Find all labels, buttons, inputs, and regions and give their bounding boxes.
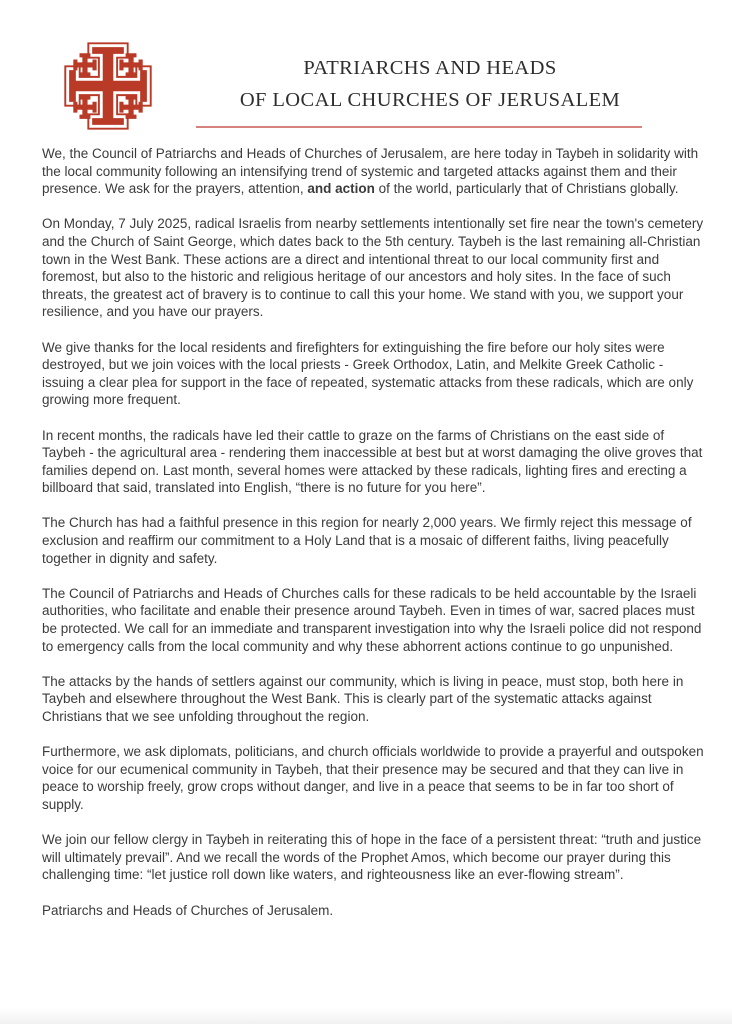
jerusalem-cross-icon: [60, 34, 156, 138]
intro-text-after: of the world, particularly that of Christians globally.: [374, 181, 679, 197]
page-title: [168, 52, 692, 116]
statement-paragraph: [42, 145, 706, 198]
statement-paragraph: We join our fellow clergy in Taybeh in reiterating this of hope in the face of a persistent threat: “truth and justice will ultimately prevail”. And we recall the words of the Prophet Amos, which become our prayer during this challenging time: “let justice roll down like waters, and righteousness like an ever-flowing stream”.: [42, 832, 702, 883]
intro-text-before: We, the Council of Patriarchs and Heads of Churches of Jerusalem, are here today in Taybeh in solidarity with the local community following an intensifying trend of systemic and targeted attacks against them and their presence. We ask for the prayers, attention,: [42, 146, 699, 197]
statement-paragraph: The Church has had a faithful presence in this region for nearly 2,000 years. We firmly reject this message of exclusion and reaffirm our commitment to a Holy Land that is a mosaic of different faiths, living peacefully together in dignity and safety.: [42, 515, 692, 566]
title-divider: [196, 126, 642, 128]
statement-paragraph: The Council of Patriarchs and Heads of Churches calls for these radicals to be held accountable by the Israeli authorities, who facilitate and enable their presence around Taybeh. Even in times of war, sacred places must be protected. We call for an immediate and transparent investigation into why the Israeli police did not respond to emergency calls from the local community and why these abhorrent actions continue to go unpunished.: [42, 585, 702, 654]
statement-paragraph: The attacks by the hands of settlers against our community, which is living in peace, must stop, both here in Taybeh and elsewhere throughout the West Bank. This is clearly part of the systematic attacks against Christians that we see unfolding throughout the region.: [42, 673, 684, 724]
title-line-1: PATRIARCHS AND HEADS: [303, 57, 557, 79]
intro-text-bold: and action: [307, 181, 375, 197]
statement-paragraph: On Monday, 7 July 2025, radical Israelis from nearby settlements intentionally set fire near the town's cemetery and the Church of Saint George, which dates back to the 5th century. Taybeh is the last remaining all-Christian town in the West Bank. These actions are a direct and intentional threat to our local community first and foremost, but also to the historic and religious heritage of our ancestors and holy sites. In the face of such threats, the greatest act of bravery is to continue to call this your home. We stand with you, we support your resilience, and you have our prayers.: [42, 216, 704, 320]
statement-body: [42, 145, 706, 919]
letterhead: [0, 0, 732, 144]
title-line-2: OF LOCAL CHURCHES OF JERUSALEM: [239, 89, 621, 111]
statement-paragraph: Furthermore, we ask diplomats, politicians, and church officials worldwide to provide a prayerful and outspoken voice for our ecumenical community in Taybeh, that their presence may be secured and that they can live in peace to worship freely, grow crops without danger, and live in a peace that seems to be in far too short of supply.: [42, 744, 704, 812]
statement-paragraph: In recent months, the radicals have led their cattle to graze on the farms of Christians on the east side of Taybeh - the agricultural area - rendering them inaccessible at best but at worst damaging the olive groves that families depend on. Last month, several homes were attacked by these radicals, lighting fires and erecting a billboard that said, translated into English, “there is no future for you here”.: [42, 427, 703, 496]
statement-paragraph: We give thanks for the local residents and firefighters for extinguishing the fire before our holy sites were destroyed, but we join voices with the local priests - Greek Orthodox, Latin, and Melkite Greek Catholic - issuing a clear plea for support in the face of repeated, systematic attacks from these radicals, which are only growing more frequent.: [42, 339, 694, 408]
page-bottom-edge: [0, 1008, 732, 1024]
signature-line: Patriarchs and Heads of Churches of Jerusalem.: [42, 902, 334, 918]
